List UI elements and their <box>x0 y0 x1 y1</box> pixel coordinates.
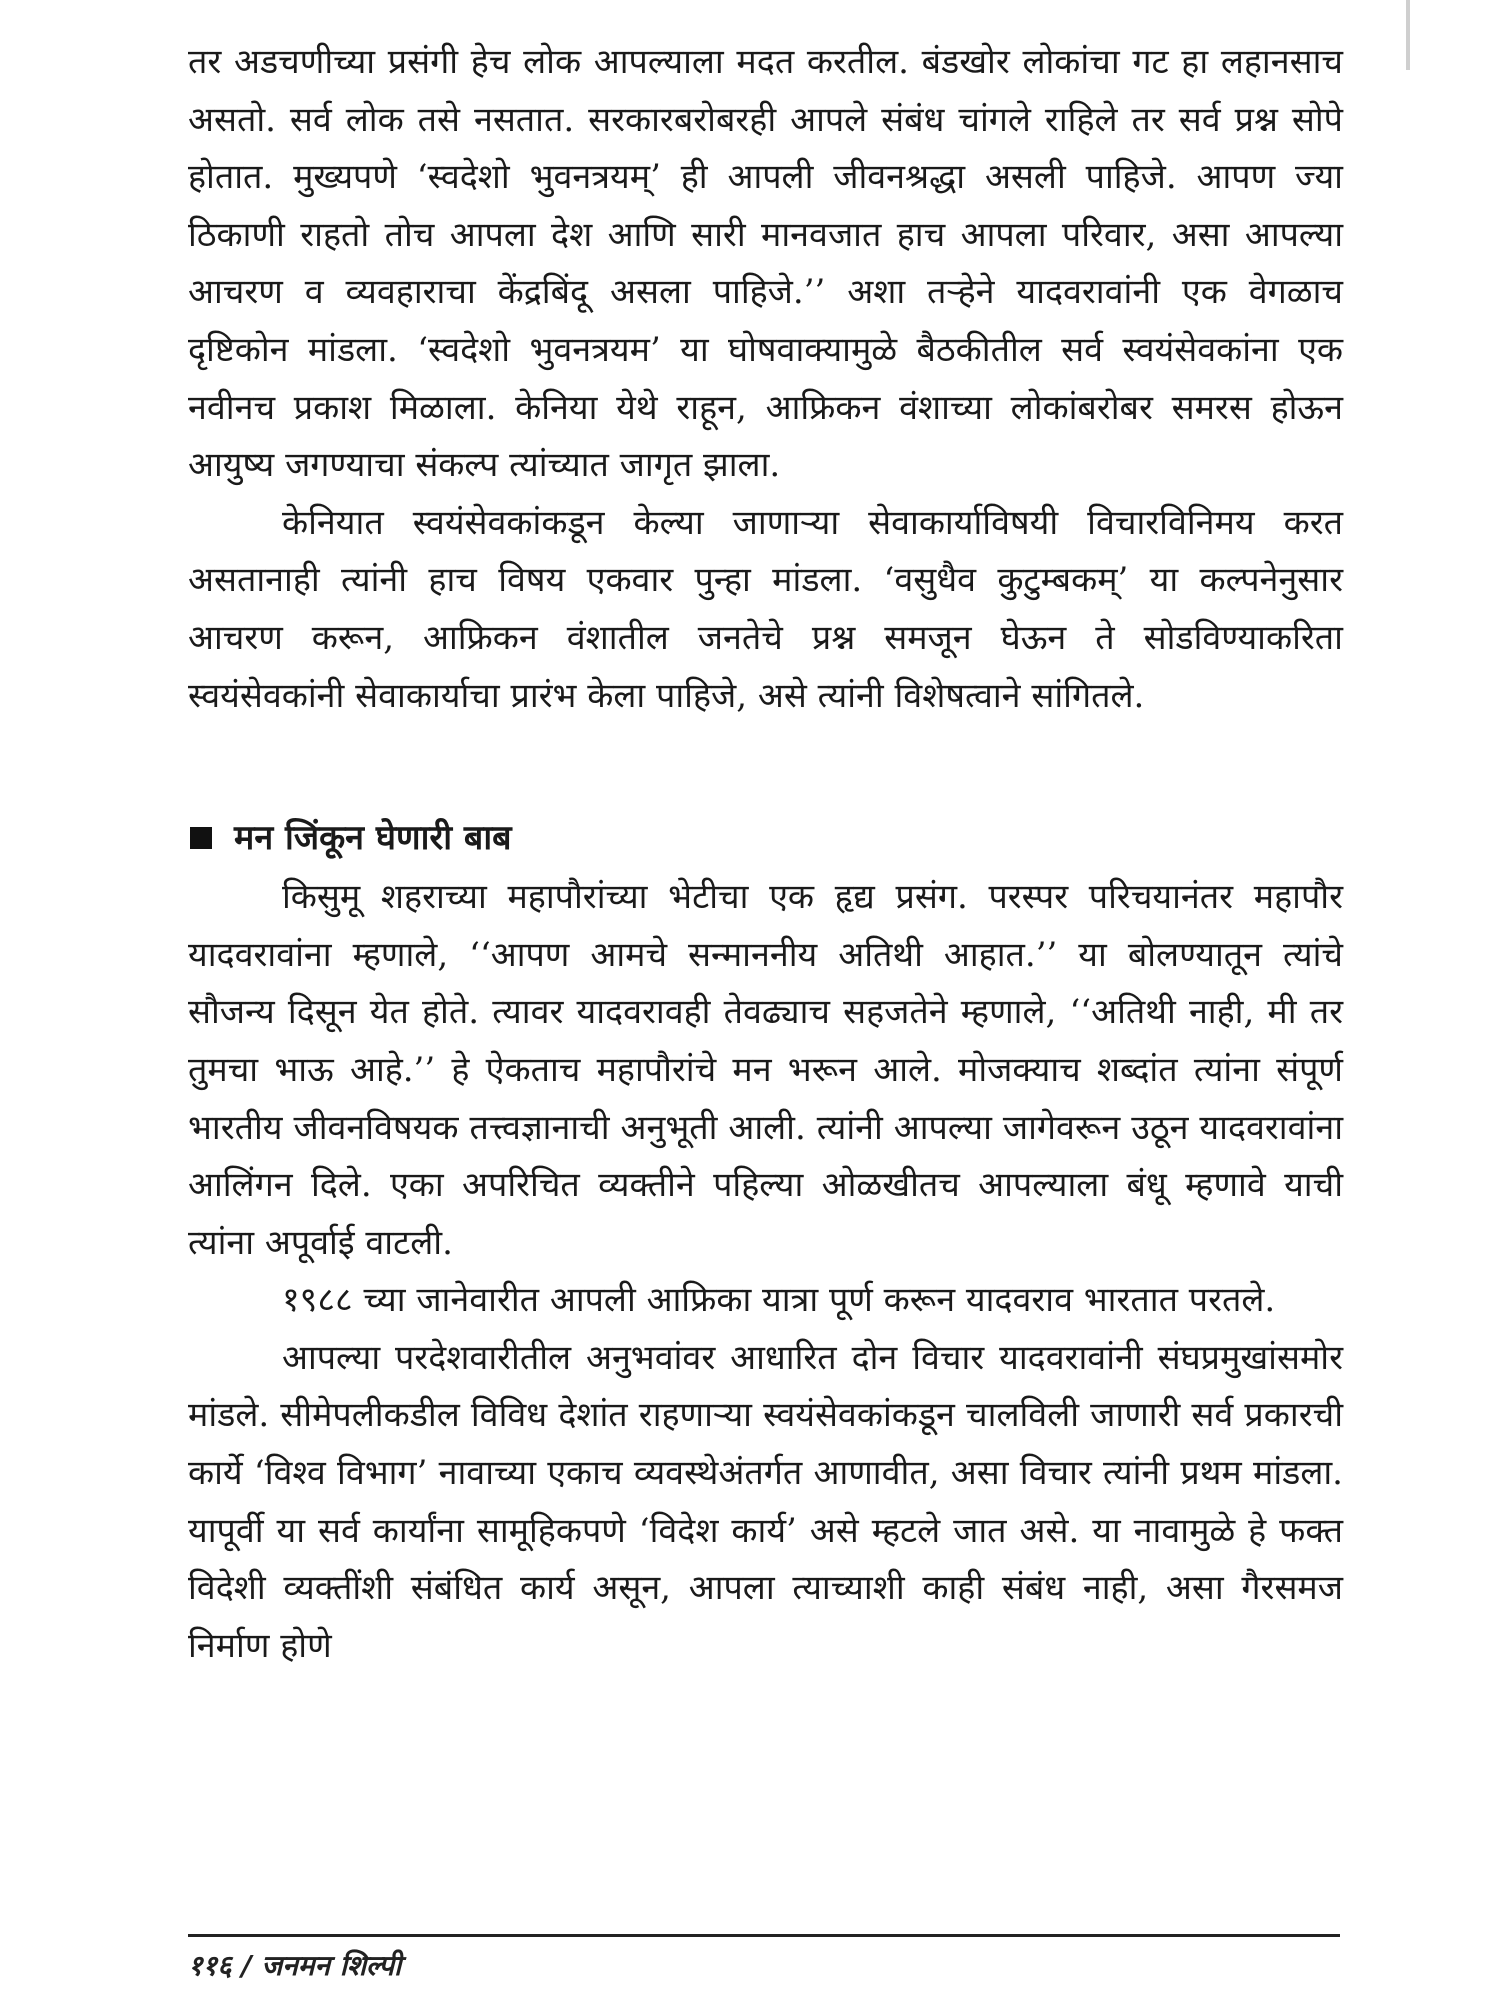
page-number: ११६ <box>188 1949 232 1982</box>
section-heading <box>188 813 1343 863</box>
body-paragraph: केनियात स्वयंसेवकांकडून केल्या जाणाऱ्या सेवाकार्याविषयी विचारविनिमय करत असतानाही त्यांनी हाच विषय एकवार पुन्हा मांडला. ‘वसुधैव कुटुम्बकम्’ या कल्पनेनुसार आचरण करून, आफ्रिकन वंशातील जनतेचे प्रश्न समजून घेऊन ते सोडविण्याकरिता स्वयंसेवकांनी सेवाकार्याचा प्रारंभ केला पाहिजे, असे त्यांनी विशेषत्वाने सांगितले. <box>188 502 1343 716</box>
book-title: जनमन शिल्पी <box>261 1949 402 1982</box>
footer-separator: / <box>241 1949 252 1982</box>
body-paragraph: तर अडचणीच्या प्रसंगी हेच लोक आपल्याला मदत करतील. बंडखोर लोकांचा गट हा लहानसाच असतो. सर्व लोक तसे नसतात. सरकारबरोबरही आपले संबंध चांगले राहिले तर सर्व प्रश्न सोपे होतात. मुख्यपणे ‘स्वदेशो भुवनत्रयम्’ ही आपली जीवनश्रद्धा असली पाहिजे. आपण ज्या ठिकाणी राहतो तोच आपला देश आणि सारी मानवजात हाच आपला परिवार, असा आपल्या आचरण व व्यवहाराचा केंद्रबिंदू असला पाहिजे.’’ अशा तऱ्हेने यादवरावांनी एक वेगळाच दृष्टिकोन मांडला. ‘स्वदेशो भुवनत्रयम’ या घोषवाक्यामुळे बैठकीतील सर्व स्वयंसेवकांना एक नवीनच प्रकाश मिळाला. केनिया येथे राहून, आफ्रिकन वंशाच्या लोकांबरोबर समरस होऊन आयुष्य जगण्याचा संकल्प त्यांच्यात जागृत झाला. <box>188 42 1343 486</box>
footer-rule <box>188 1934 1340 1937</box>
section-heading-text: मन जिंकून घेणारी बाब <box>234 818 512 859</box>
square-bullet-icon <box>190 827 212 849</box>
body-paragraph: किसुमू शहराच्या महापौरांच्या भेटीचा एक हृद्य प्रसंग. परस्पर परिचयानंतर महापौर यादवरावांना म्हणाले, ‘‘आपण आमचे सन्माननीय अतिथी आहात.’’ या बोलण्यातून त्यांचे सौजन्य दिसून येत होते. त्यावर यादवरावही तेवढ्याच सहजतेने म्हणाले, ‘‘अतिथी नाही, मी तर तुमचा भाऊ आहे.’’ हे ऐकताच महापौरांचे मन भरून आले. मोजक्याच शब्दांत त्यांना संपूर्ण भारतीय जीवनविषयक तत्त्वज्ञानाची अनुभूती आली. त्यांनी आपल्या जागेवरून उठून यादवरावांना आलिंगन दिले. एका अपरिचित व्यक्तीने पहिल्या ओळखीतच आपल्याला बंधू म्हणावे याची त्यांना अपूर्वाई वाटली. <box>188 877 1343 1263</box>
page-footer <box>188 1946 401 1986</box>
body-paragraph: १९८८ च्या जानेवारीत आपली आफ्रिका यात्रा पूर्ण करून यादवराव भारतात परतले. <box>282 1280 1276 1321</box>
page-edge-mark <box>1406 0 1410 70</box>
page-content <box>188 34 1343 1675</box>
body-paragraph: आपल्या परदेशवारीतील अनुभवांवर आधारित दोन विचार यादवरावांनी संघप्रमुखांसमोर मांडले. सीमेपलीकडील विविध देशांत राहणाऱ्या स्वयंसेवकांकडून चालविली जाणारी सर्व प्रकारची कार्ये ‘विश्व विभाग’ नावाच्या एकाच व्यवस्थेअंतर्गत आणावीत, असा विचार त्यांनी प्रथम मांडला. यापूर्वी या सर्व कार्यांना सामूहिकपणे ‘विदेश कार्य’ असे म्हटले जात असे. या नावामुळे हे फक्त विदेशी व्यक्तींशी संबंधित कार्य असून, आपला त्याच्याशी काही संबंध नाही, असा गैरसमज निर्माण होणे <box>188 1337 1343 1666</box>
